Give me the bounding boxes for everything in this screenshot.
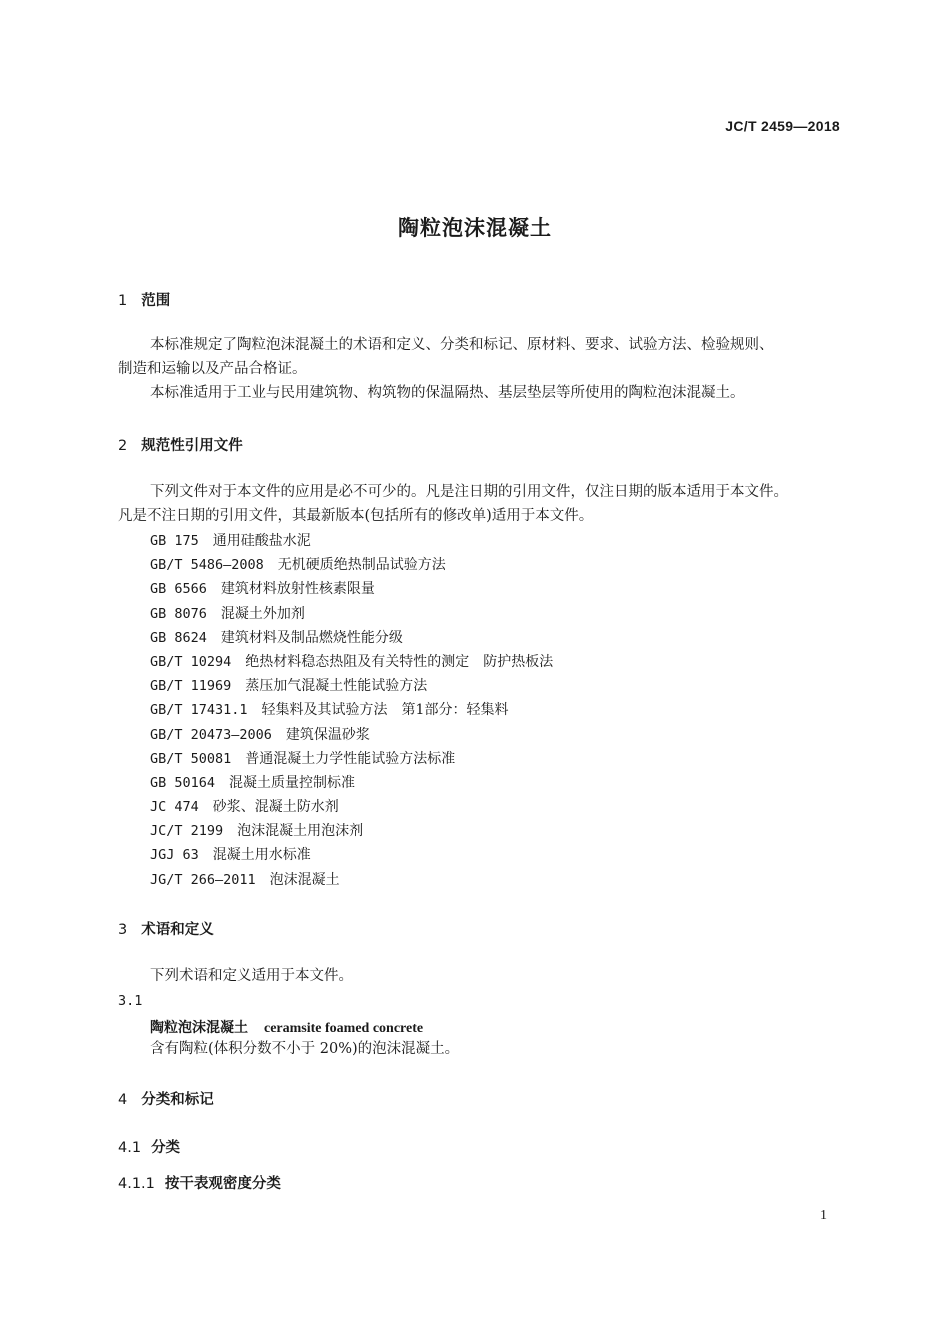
reference-item [150,698,553,722]
reference-item [150,819,553,843]
section-3-heading [118,918,214,939]
reference-title: 绝热材料稳态热阻及有关特性的测定 防护热板法 [245,653,554,670]
reference-item [150,529,553,553]
reference-title: 砂浆、混凝土防水剂 [212,799,339,816]
section-number: 3 [118,922,128,938]
section-title: 分类和标记 [141,1092,214,1108]
section-3-intro: 下列术语和定义适用于本文件。 [150,968,353,984]
section-title: 术语和定义 [141,922,214,938]
reference-item [150,747,553,771]
reference-item [150,771,553,795]
subsection-number: 4.1 [118,1140,142,1156]
reference-code: JC/T 2199 [150,823,224,840]
reference-item [150,868,553,892]
reference-code: GB/T 20473—2006 [150,726,272,743]
reference-title: 建筑材料放射性核素限量 [220,581,375,598]
reference-item [150,626,553,650]
section-4-heading [118,1088,214,1109]
reference-code: JG/T 266—2011 [150,871,256,888]
reference-code: GB 50164 [150,774,216,791]
section-1-heading [118,289,170,310]
term-chinese: 陶粒泡沫混凝土 [150,1020,248,1036]
section-2-paragraph-line-2: 凡是不注日期的引用文件，其最新版本(包括所有的修改单)适用于本文件。 [118,508,594,524]
section-2-heading [118,434,243,455]
term-number: 3.1 [118,993,143,1009]
reference-title: 混凝土用水标准 [212,847,311,864]
document-code: JC/T 2459—2018 [725,118,840,134]
reference-item [150,577,553,601]
reference-code: GB 8624 [150,629,207,646]
reference-item [150,843,553,867]
subsection-title: 分类 [151,1140,181,1156]
reference-code: GB/T 5486—2008 [150,557,264,574]
term-definition: 含有陶粒(体积分数不小于 20%)的泡沫混凝土。 [150,1041,460,1057]
reference-item [150,650,553,674]
subsection-number: 4.1.1 [118,1176,155,1192]
term-heading [150,1017,423,1037]
reference-code: GB/T 10294 [150,653,232,670]
reference-title: 蒸压加气混凝土性能试验方法 [245,678,428,695]
section-number: 4 [118,1092,128,1108]
page-number: 1 [820,1208,827,1223]
reference-code: GB/T 17431.1 [150,702,248,719]
section-title: 范围 [141,293,171,309]
reference-title: 普通混凝土力学性能试验方法标准 [245,750,456,767]
reference-item [150,795,553,819]
reference-code: JC 474 [150,799,199,816]
reference-title: 泡沫混凝土 [269,871,340,888]
reference-code: GB 175 [150,533,199,549]
section-1-paragraph-2: 本标准适用于工业与民用建筑物、构筑物的保温隔热、基层垫层等所使用的陶粒泡沫混凝土。 [150,385,745,401]
reference-title: 建筑保温砂浆 [285,726,370,743]
reference-item [150,602,553,626]
term-english: ceramsite foamed concrete [264,1021,424,1036]
normative-references-list [150,529,553,892]
subsection-title: 按干表观密度分类 [164,1176,281,1192]
section-number: 1 [118,293,128,309]
section-number: 2 [118,438,128,454]
reference-title: 混凝土外加剂 [220,605,305,622]
reference-title: 无机硬质绝热制品试验方法 [277,557,446,574]
reference-item [150,674,553,698]
section-2-paragraph-line-1: 下列文件对于本文件的应用是必不可少的。凡是注日期的引用文件，仅注日期的版本适用于本文件。 [150,484,788,500]
section-1-paragraph-1-line-1: 本标准规定了陶粒泡沫混凝土的术语和定义、分类和标记、原材料、要求、试验方法、检验规则、 [150,337,774,353]
reference-code: GB/T 11969 [150,678,232,695]
reference-item [150,723,553,747]
subsection-4-1-heading [118,1136,180,1157]
section-1-paragraph-1-line-2: 制造和运输以及产品合格证。 [118,361,307,377]
reference-code: GB 6566 [150,581,207,598]
reference-code: GB/T 50081 [150,750,232,767]
reference-title: 通用硅酸盐水泥 [212,533,311,549]
reference-item [150,553,553,577]
reference-title: 建筑材料及制品燃烧性能分级 [220,629,403,646]
reference-title: 混凝土质量控制标准 [229,774,356,791]
reference-code: JGJ 63 [150,847,199,864]
reference-title: 轻集料及其试验方法 第1部分：轻集料 [261,702,509,719]
subsection-4-1-1-heading [118,1172,281,1193]
reference-code: GB 8076 [150,605,207,622]
section-title: 规范性引用文件 [141,438,243,454]
reference-title: 泡沫混凝土用泡沫剂 [237,823,364,840]
document-title: 陶粒泡沫混凝土 [398,216,552,240]
